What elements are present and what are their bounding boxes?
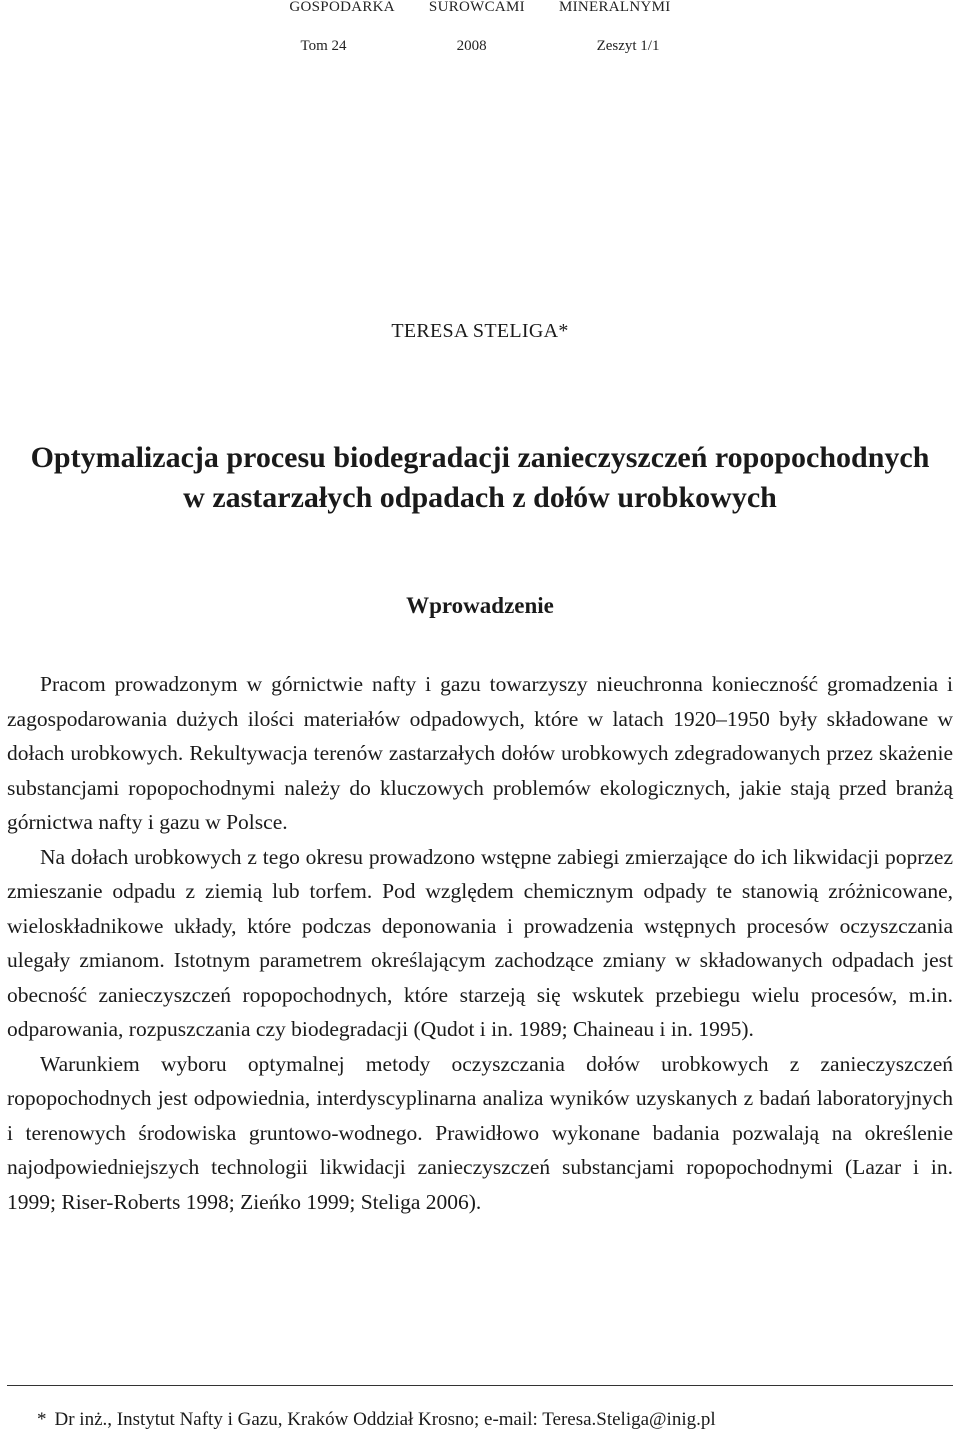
footnote-text: Dr inż., Instytut Nafty i Gazu, Kraków Oddział Krosno; e-mail: Teresa.Steliga@inig.pl	[54, 1409, 716, 1430]
paper-title	[0, 438, 960, 518]
issue-number: Zeszyt 1/1	[596, 38, 660, 54]
paragraph: Na dołach urobkowych z tego okresu prowadzono wstępne zabiegi zmierzające do ich likwidacji poprzez zmieszanie odpadu z ziemią lub torfem. Pod względem chemicznym odpady te stanowią zróżnicowane, wieloskładnikowe układy, które podczas deponowania i prowadzenia wstępnych procesów oczyszczania ulegały zmianom. Istotnym parametrem określającym zachodzące zmiany w składowanych odpadach jest obecność zanieczyszczeń ropopochodnych, które starzeją się wskutek przebiegu wielu procesów, m.in. odparowania, rozpuszczania czy biodegradacji (Qudot i in. 1989; Chaineau i in. 1995).	[7, 844, 953, 1041]
paragraph: Pracom prowadzonym w górnictwie nafty i gazu towarzyszy nieuchronna konieczność gromadzenia i zagospodarowania dużych ilości materiałów odpadowych, które w latach 1920–1950 były składowane w dołach urobkowych. Rekultywacja terenów zastarzałych dołów urobkowych zdegradowanych przez skażenie substancjami ropopochodnymi należy do kluczowych problemów ekologicznych, jakie stają przed branżą górnictwa nafty i gazu w Polsce.	[7, 672, 953, 834]
footnote-divider	[7, 1385, 953, 1386]
running-head-word: GOSPODARKA	[289, 0, 395, 15]
author-name: TERESA STELIGA*	[391, 320, 569, 342]
year: 2008	[456, 38, 487, 54]
running-head-word: MINERALNYMI	[558, 0, 671, 15]
issue-info	[0, 38, 960, 55]
footnote-mark: *	[37, 1409, 47, 1430]
title-line: Optymalizacja procesu biodegradacji zanieczyszczeń ropopochodnych	[30, 441, 930, 474]
paragraph: Warunkiem wyboru optymalnej metody oczyszczania dołów urobkowych z zanieczyszczeń ropopochodnych jest odpowiednia, interdyscyplinarna analiza wyników uzyskanych z badań laboratoryjnych i terenowych środowiska gruntowo-wodnego. Prawidłowo wykonane badania pozwalają na określenie najodpowiedniejszych technologii likwidacji zanieczyszczeń substancjami ropopochodnymi (Lazar i in. 1999; Riser-Roberts 1998; Zieńko 1999; Steliga 2006).	[7, 1051, 953, 1214]
journal-running-head	[0, 0, 960, 16]
volume: Tom 24	[300, 38, 347, 54]
footnote	[7, 1408, 953, 1432]
title-line: w zastarzałych odpadach z dołów urobkowych	[183, 481, 777, 514]
body-text	[7, 667, 953, 1219]
running-head-word: SUROWCAMI	[428, 0, 525, 15]
section-heading: Wprowadzenie	[406, 593, 554, 618]
